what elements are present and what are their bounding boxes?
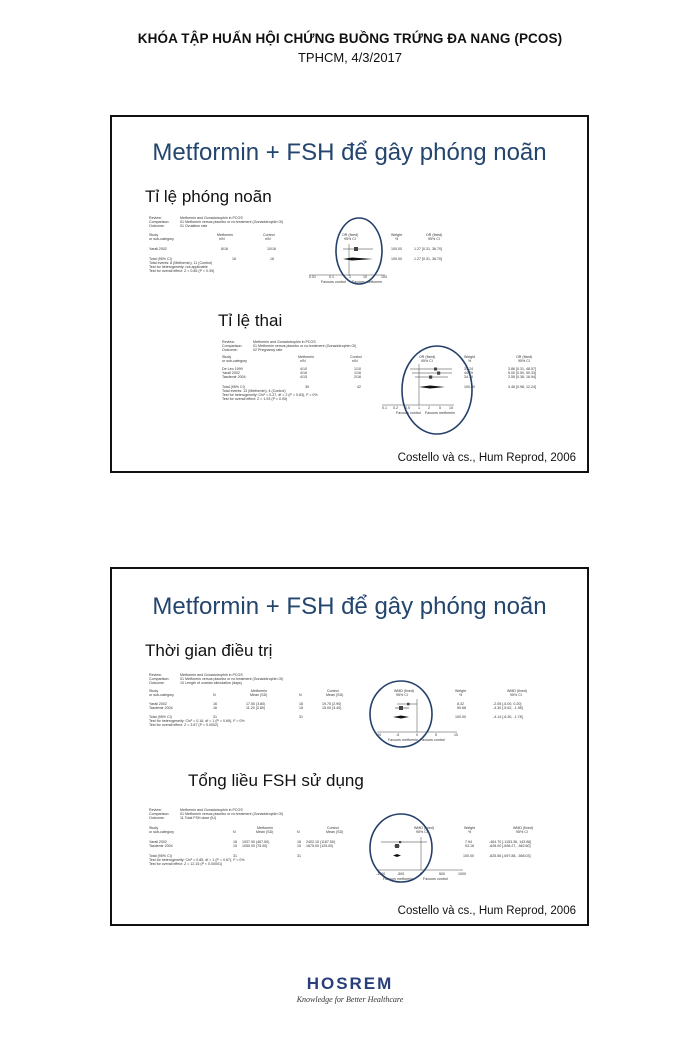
total-n1: 31 <box>213 715 217 719</box>
value: Metformin and Gonadotrophin in PCOS <box>180 808 243 812</box>
axis-tick: 0.1 <box>382 406 387 410</box>
control-events: 10/16 <box>267 247 276 251</box>
axis-tick: -1000 <box>376 872 386 876</box>
forest-plot-duration <box>149 673 559 753</box>
forest-plot-pregnancy <box>222 340 572 425</box>
value: 01 Metformin versus placebo or no treatment (Gonadotrophin Ol) <box>180 812 284 816</box>
axis-tick: 5 <box>435 733 437 737</box>
hosrem-logo <box>0 974 700 1004</box>
total-label: Total (95% CI) <box>222 385 245 389</box>
weight: 93.16 <box>465 844 474 848</box>
weight: 34.76 <box>464 375 473 379</box>
total-n2: 31 <box>297 854 301 858</box>
col-weight: Weight <box>391 233 403 237</box>
total-or-ci: 3.46 [0.98, 12.24] <box>508 385 536 389</box>
label: Review: <box>149 216 162 220</box>
axis-tick: 0.5 <box>405 406 410 410</box>
study-name: Yarali 2002 <box>149 840 167 844</box>
col-subcat: or sub-category <box>222 359 247 363</box>
label: Comparison: <box>149 677 170 681</box>
col-weight-sub: % <box>468 359 472 363</box>
col-weight-sub: % <box>459 693 463 697</box>
favours-left: Favours metformin <box>388 738 418 742</box>
col-wmd2-sub: 95% CI <box>510 693 522 697</box>
col-weight-sub: % <box>395 237 399 241</box>
value: 01 Ovulation rate <box>180 224 208 228</box>
weight: 7.94 <box>465 840 472 844</box>
col-metformin-sub: Mean (SD) <box>250 693 268 697</box>
slide-1-title: Metformin + FSH để gây phóng noãn <box>152 139 547 166</box>
value: 01 Metformin versus placebo or no treatment (Gonadotrophin Ol) <box>180 220 284 224</box>
col-control-sub: Mean (SD) <box>326 693 344 697</box>
axis-tick: 2 <box>428 406 430 410</box>
col-study: Study <box>149 233 159 237</box>
n1: 15 <box>233 844 237 848</box>
or-ci: 1.27 [0.31, 36.70] <box>414 247 442 251</box>
axis-tick: 10 <box>449 406 453 410</box>
label: Outcome: <box>222 348 238 352</box>
col-metformin-sub: n/N <box>219 237 225 241</box>
col-control-sub: Mean (SD) <box>326 830 344 834</box>
axis-tick: 1000 <box>458 872 466 876</box>
col-weight: Weight <box>464 355 476 359</box>
label: Outcome: <box>149 224 165 228</box>
control-mean: 2402.10 (1187.50) <box>306 840 336 844</box>
col-wmd-sub: 95% CI <box>396 693 408 697</box>
total-label: Total (95% CI) <box>149 257 172 261</box>
metformin-events: 4/10 <box>300 367 307 371</box>
col-control: Control <box>350 355 362 359</box>
label: Comparison: <box>149 812 170 816</box>
logo-tagline: Knowledge for Better Healthcare <box>296 995 404 1004</box>
col-study: Study <box>149 826 159 830</box>
metformin-events: 4/16 <box>300 371 307 375</box>
metformin-mean: 11.20 (3.80) <box>246 706 266 710</box>
value: 01 Metformin versus placebo or no treatment (Gonadotrophin Ol) <box>180 677 284 681</box>
metformin-mean: 17.50 (3.80) <box>246 702 266 706</box>
total-metformin: 16 <box>232 257 236 261</box>
overall-effect: Test for overall effect: Z = 0.85 (P = 0.39) <box>149 269 215 273</box>
value: Metformin and Gonadotrophin in PCOS <box>253 340 316 344</box>
or-ci: 3.86 [0.31, 48.57] <box>508 367 536 371</box>
weight: 44.29 <box>464 371 473 375</box>
subtitle-ovulation-rate: Tỉ lệ phóng noãn <box>145 187 272 206</box>
axis-tick: 1 <box>349 275 351 279</box>
control-mean: 1675.00 (125.00) <box>306 844 334 848</box>
col-study: Study <box>149 689 159 693</box>
place-date: TPHCM, 4/3/2017 <box>297 50 403 65</box>
col-metformin: Metformin <box>217 233 233 237</box>
axis-tick: 10 <box>363 275 367 279</box>
highlight-ellipse <box>334 217 384 285</box>
label: Comparison: <box>222 344 243 348</box>
n2: 15 <box>297 844 301 848</box>
course-title: KHÓA TẬP HUẤN HỘI CHỨNG BUỒNG TRỨNG ĐA NANG (PCOS) <box>137 31 563 46</box>
overall-effect: Test for overall effect: Z = 3.87 (P = 0.0002) <box>149 723 219 727</box>
label: Review: <box>149 808 162 812</box>
heterogeneity: Test for heterogeneity: Chi² = 0.37, df = 2 (P = 0.83), I² = 0% <box>222 393 318 397</box>
weight: 90.68 <box>457 706 466 710</box>
axis-tick: -500 <box>397 872 405 876</box>
study-name: Yarali 2002 <box>222 371 240 375</box>
col-or2: OR (fixed) <box>426 233 443 237</box>
col-wmd-sub: 95% CI <box>416 830 428 834</box>
control-events: 1/16 <box>354 371 361 375</box>
col-or: OR (fixed) <box>342 233 359 237</box>
col-weight: Weight <box>455 689 467 693</box>
favours-right: Favours control <box>423 877 448 881</box>
wmd-ci: -2.05 [-5.00, 0.20] <box>493 702 522 706</box>
axis-tick: 0.1 <box>329 275 334 279</box>
total-n1: 31 <box>233 854 237 858</box>
n1: 16 <box>233 840 237 844</box>
col-control: Control <box>327 826 339 830</box>
col-wmd2: WMD (fixed) <box>513 826 533 830</box>
n1: 16 <box>213 706 217 710</box>
value: 01 Metformin versus placebo or no treatment (Gonadotrophin Ol) <box>253 344 357 348</box>
total-or-ci: 1.27 [0.31, 36.70] <box>414 257 442 261</box>
col-metformin: Metformin <box>251 689 267 693</box>
study-name: De Leo 1999 <box>222 367 243 371</box>
axis-tick: 100 <box>381 275 387 279</box>
total-weight: 100.00 <box>463 854 474 858</box>
weight: 100.00 <box>391 247 402 251</box>
total-control: 42 <box>357 385 361 389</box>
col-wmd2-sub: 95% CI <box>516 830 528 834</box>
study-name: Tasdemir 2004 <box>149 844 173 848</box>
metformin-mean: 1050.00 (75.00) <box>242 844 268 848</box>
value: 02 Pregnancy rate <box>253 348 283 352</box>
col-control: Control <box>327 689 339 693</box>
value: Metformin and Gonadotrophin in PCOS <box>180 673 243 677</box>
n2: 15 <box>299 706 303 710</box>
axis-tick: 0.2 <box>393 406 398 410</box>
or-ci: 5.00 [0.50, 50.33] <box>508 371 536 375</box>
citation: Costello và cs., Hum Reprod, 2006 <box>397 905 576 917</box>
n2: 16 <box>297 840 301 844</box>
subtitle-pregnancy-rate: Tỉ lệ thai <box>218 311 283 330</box>
control-mean: 15.00 (3.40) <box>322 706 342 710</box>
axis-tick: 500 <box>439 872 445 876</box>
subtitle-treatment-duration: Thời gian điều trị <box>145 641 273 660</box>
axis-tick: -5 <box>396 733 400 737</box>
slide-2 <box>110 567 589 926</box>
total-events: Total events: 8 (Metformin), 11 (Control) <box>149 261 213 265</box>
wmd-ci: -4.30 [-5.62, -1.98] <box>493 706 523 710</box>
n2: 16 <box>299 702 303 706</box>
total-weight: 100.00 <box>455 715 466 719</box>
col-or2-sub: 95% CI <box>518 359 530 363</box>
axis-tick: 10 <box>454 733 458 737</box>
col-or-sub: 95% CI <box>421 359 433 363</box>
overall-effect: Test for overall effect: Z = 1.93 (P = 0.05) <box>222 397 288 401</box>
favours-left: Favours metformin <box>383 877 413 881</box>
col-or2-sub: 95% CI <box>428 237 440 241</box>
highlight-ellipse <box>400 344 474 436</box>
highlight-ellipse <box>368 812 434 884</box>
control-events: 1/10 <box>354 367 361 371</box>
label: Review: <box>149 673 162 677</box>
label: Comparison: <box>149 220 170 224</box>
subtitle-total-fsh-dose: Tổng liều FSH sử dụng <box>188 771 364 790</box>
col-metformin: Metformin <box>298 355 314 359</box>
metformin-mean: 1937.90 (467.50) <box>242 840 270 844</box>
weight: 8.32 <box>457 702 464 706</box>
total-control: 16 <box>270 257 274 261</box>
col-or-sub: 95% CI <box>344 237 356 241</box>
slide-2-title: Metformin + FSH để gây phóng noãn <box>152 593 547 620</box>
value: 11 Total FSH dose (IU) <box>180 816 217 820</box>
col-or: OR (fixed) <box>419 355 436 359</box>
or-ci: 2.55 [0.38, 16.94] <box>508 375 536 379</box>
axis-tick: 0 <box>420 872 422 876</box>
total-metformin: 39 <box>305 385 309 389</box>
col-n1: N <box>213 693 216 697</box>
col-metformin: Metformin <box>257 826 273 830</box>
total-weight: 100.00 <box>464 385 475 389</box>
total-label: Total (95% CI) <box>149 854 172 858</box>
total-wmd-ci: -625.56 [-697.88, -565.03] <box>489 854 531 858</box>
col-control-sub: n/N <box>352 359 358 363</box>
axis-tick: 5 <box>439 406 441 410</box>
favours-left: Favours control <box>321 280 346 284</box>
col-n2: N <box>297 830 300 834</box>
control-events: 2/16 <box>354 375 361 379</box>
logo-name: HOSREM <box>306 974 394 993</box>
total-events: Total events: 13 (Metformin), 4 (Control) <box>222 389 286 393</box>
weight: 31.24 <box>464 367 473 371</box>
col-n2: N <box>299 693 302 697</box>
col-subcat: or sub-category <box>149 237 174 241</box>
wmd-ci: -464.70 [-1153.36, 143.96] <box>489 840 532 844</box>
col-metformin-sub: n/N <box>300 359 306 363</box>
highlight-ellipse <box>368 679 434 749</box>
col-n1: N <box>233 830 236 834</box>
col-wmd2: WMD (fixed) <box>507 689 527 693</box>
col-control-sub: n/N <box>265 237 271 241</box>
axis-tick: 0 <box>416 733 418 737</box>
metformin-events: 8/16 <box>221 247 228 251</box>
axis-tick: 1 <box>418 406 420 410</box>
label: Review: <box>222 340 235 344</box>
col-weight-sub: % <box>468 830 472 834</box>
n1: 16 <box>213 702 217 706</box>
axis-tick: -10 <box>376 733 382 737</box>
heterogeneity: Test for heterogeneity: Chi² = 0.85, df = 1 (P = 0.67), I² = 0% <box>149 858 245 862</box>
col-or2: OR (fixed) <box>516 355 533 359</box>
study-name: Yarali 2002 <box>149 702 167 706</box>
favours-right: Favours metformin <box>425 411 455 415</box>
value: Metformin and Gonadotrophin in PCOS <box>180 216 243 220</box>
study-name: Yarali 2002 <box>149 247 167 251</box>
heterogeneity: Test for heterogeneity: Chi² = 0.16, df = 1 (P = 0.69), I² = 0% <box>149 719 245 723</box>
metformin-events: 4/15 <box>300 375 307 379</box>
wmd-ci: -628.00 [-698.27, -562.60] <box>489 844 531 848</box>
heterogeneity: Test for heterogeneity: not applicable <box>149 265 208 269</box>
total-wmd-ci: -4.14 [-6.30, -1.78] <box>493 715 523 719</box>
favours-left: Favours control <box>396 411 421 415</box>
label: Outcome: <box>149 681 165 685</box>
total-n2: 31 <box>299 715 303 719</box>
study-name: Tasdemir 2004 <box>222 375 246 379</box>
favours-right: Favours control <box>420 738 445 742</box>
study-name: Tasdemir 2004 <box>149 706 173 710</box>
col-wmd: WMD (fixed) <box>414 826 434 830</box>
col-weight: Weight <box>464 826 476 830</box>
col-subcat: or sub-category <box>149 693 174 697</box>
col-study: Study <box>222 355 232 359</box>
citation: Costello và cs., Hum Reprod, 2006 <box>397 452 576 464</box>
col-subcat: or sub-category <box>149 830 174 834</box>
total-label: Total (95% CI) <box>149 715 172 719</box>
label: Outcome: <box>149 816 165 820</box>
col-metformin-sub: Mean (SD) <box>256 830 274 834</box>
slide-1 <box>110 115 589 473</box>
control-mean: 19.75 (2.90) <box>322 702 342 706</box>
total-weight: 100.00 <box>391 257 402 261</box>
value: 10 Length of ovarian stimulation (days) <box>180 681 242 685</box>
col-control: Control <box>263 233 275 237</box>
favours-right: Favours metformin <box>352 280 382 284</box>
col-wmd: WMD (fixed) <box>394 689 414 693</box>
forest-plot-fsh-dose <box>149 808 559 888</box>
axis-tick: 0.01 <box>309 275 316 279</box>
overall-effect: Test for overall effect: Z = 12.15 (P < 0.00001) <box>149 862 223 866</box>
